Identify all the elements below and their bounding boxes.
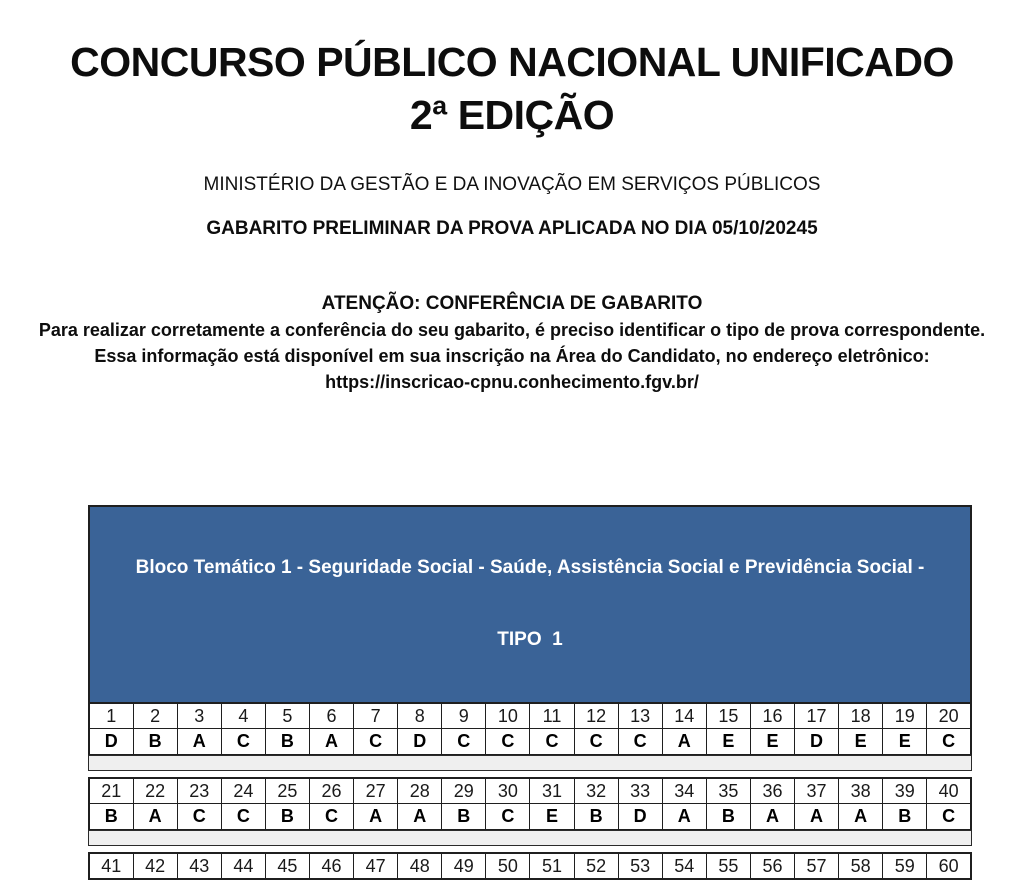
answer-cell: C [486,729,530,756]
question-number-row [89,853,971,879]
answer-cell: C [927,729,971,756]
answer-table-title-line2: TIPO 1 [497,629,563,650]
answer-cell: D [618,804,662,831]
answer-cell: C [221,804,265,831]
question-number-cell: 48 [398,853,442,879]
answer-cell: E [750,729,794,756]
question-number-cell: 14 [662,703,706,729]
group-separator [88,830,972,846]
question-number-cell: 50 [486,853,530,879]
attention-heading: ATENÇÃO: CONFERÊNCIA DE GABARITO [321,293,703,314]
answer-cell: C [221,729,265,756]
question-number-cell: 31 [530,778,574,804]
question-number-cell: 37 [795,778,839,804]
question-number-cell: 60 [927,853,971,879]
question-number-cell: 13 [618,703,662,729]
answer-cell: A [309,729,353,756]
group-separator [88,755,972,771]
question-number-cell: 30 [486,778,530,804]
notice-paragraph [22,317,1002,395]
question-number-cell: 54 [662,853,706,879]
answer-cell: A [795,804,839,831]
question-number-cell: 57 [795,853,839,879]
answer-cell: A [662,729,706,756]
answer-cell: A [133,804,177,831]
candidate-area-url: https://inscricao-cpnu.conhecimento.fgv.br/ [325,372,699,392]
answer-cell: D [795,729,839,756]
notice-line1: Para realizar corretamente a conferência do seu gabarito, é preciso identificar o tipo de prova correspondente. [38,320,986,340]
question-number-cell: 16 [750,703,794,729]
question-number-cell: 58 [839,853,883,879]
question-number-cell: 10 [486,703,530,729]
answer-cell: A [839,804,883,831]
question-number-row [89,778,971,804]
question-number-cell: 45 [265,853,309,879]
question-number-cell: 18 [839,703,883,729]
question-number-cell: 2 [133,703,177,729]
answer-cell: B [265,729,309,756]
answer-table-title-line1: Bloco Temático 1 - Seguridade Social - Saúde, Assistência Social e Previdência Social - [135,557,925,578]
question-number-cell: 47 [354,853,398,879]
answer-cell: D [398,729,442,756]
answer-cell: C [574,729,618,756]
question-number-cell: 52 [574,853,618,879]
gabarito-heading: GABARITO PRELIMINAR DA PROVA APLICADA NO DIA 05/10/20245 [206,218,818,239]
answer-cell: A [662,804,706,831]
answer-group-1 [88,702,972,756]
question-number-cell: 27 [354,778,398,804]
question-number-cell: 28 [398,778,442,804]
answer-cell: C [530,729,574,756]
answer-cell: C [486,804,530,831]
answer-cell: A [398,804,442,831]
question-number-row [89,703,971,729]
question-number-cell: 56 [750,853,794,879]
question-number-cell: 59 [883,853,927,879]
answer-cell: C [177,804,221,831]
answer-cell: B [133,729,177,756]
answer-cell: A [177,729,221,756]
answer-cell: B [265,804,309,831]
page-title-line1: CONCURSO PÚBLICO NACIONAL UNIFICADO [70,39,954,85]
question-number-cell: 7 [354,703,398,729]
question-number-cell: 1 [89,703,133,729]
answer-grid [88,702,972,880]
question-number-cell: 8 [398,703,442,729]
question-number-cell: 26 [309,778,353,804]
page-title-line2: 2ª EDIÇÃO [409,92,615,138]
answer-cell: C [354,729,398,756]
question-number-cell: 24 [221,778,265,804]
question-number-cell: 5 [265,703,309,729]
question-number-cell: 9 [442,703,486,729]
answer-cell: C [442,729,486,756]
question-number-cell: 36 [750,778,794,804]
question-number-cell: 29 [442,778,486,804]
question-number-cell: 55 [706,853,750,879]
question-number-cell: 22 [133,778,177,804]
question-number-cell: 38 [839,778,883,804]
question-number-cell: 4 [221,703,265,729]
question-number-cell: 6 [309,703,353,729]
question-number-cell: 20 [927,703,971,729]
answer-cell: C [309,804,353,831]
question-number-cell: 53 [618,853,662,879]
question-number-cell: 42 [133,853,177,879]
question-number-cell: 25 [265,778,309,804]
question-number-cell: 49 [442,853,486,879]
answer-table-title [88,505,972,702]
answer-row [89,729,971,756]
answer-cell: E [839,729,883,756]
answer-cell: B [442,804,486,831]
question-number-cell: 23 [177,778,221,804]
page-title [0,36,1024,142]
answer-row [89,804,971,831]
answer-cell: D [89,729,133,756]
question-number-cell: 17 [795,703,839,729]
question-number-cell: 15 [706,703,750,729]
question-number-cell: 35 [706,778,750,804]
question-number-cell: 3 [177,703,221,729]
ministry-subtitle: MINISTÉRIO DA GESTÃO E DA INOVAÇÃO EM SERVIÇOS PÚBLICOS [203,174,821,195]
answer-cell: A [354,804,398,831]
question-number-cell: 44 [221,853,265,879]
question-number-cell: 19 [883,703,927,729]
question-number-cell: 40 [927,778,971,804]
answer-cell: B [883,804,927,831]
answer-key-table [88,505,972,880]
answer-cell: E [883,729,927,756]
question-number-cell: 43 [177,853,221,879]
answer-cell: B [89,804,133,831]
answer-cell: E [706,729,750,756]
question-number-cell: 34 [662,778,706,804]
answer-group-2 [88,777,972,831]
answer-cell: C [618,729,662,756]
question-number-cell: 39 [883,778,927,804]
answer-cell: B [706,804,750,831]
question-number-cell: 51 [530,853,574,879]
question-number-cell: 41 [89,853,133,879]
question-number-cell: 46 [309,853,353,879]
notice-line2: Essa informação está disponível em sua inscrição na Área do Candidato, no endereço eletrônico: [94,346,930,366]
question-number-cell: 32 [574,778,618,804]
answer-cell: A [750,804,794,831]
question-number-cell: 12 [574,703,618,729]
answer-cell: C [927,804,971,831]
question-number-cell: 33 [618,778,662,804]
answer-cell: E [530,804,574,831]
question-number-cell: 11 [530,703,574,729]
question-number-cell: 21 [89,778,133,804]
answer-group-3 [88,852,972,880]
answer-cell: B [574,804,618,831]
